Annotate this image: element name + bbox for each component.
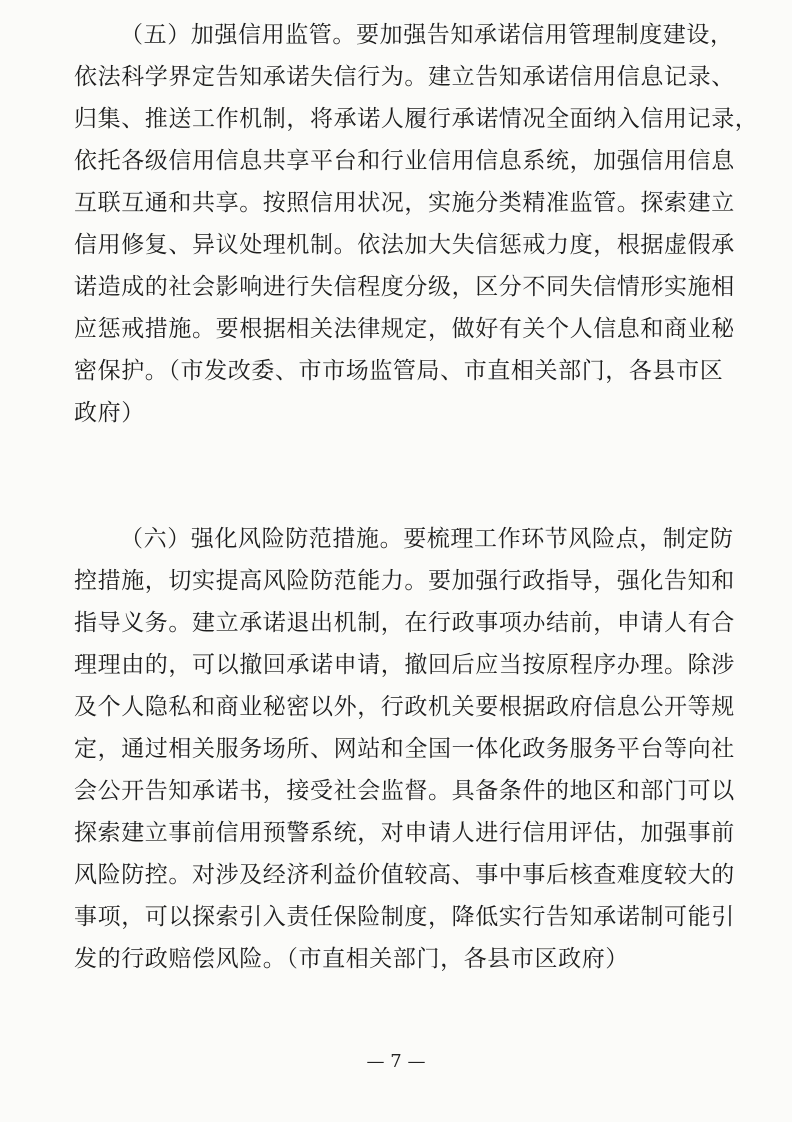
text-line: 诺造成的社会影响进行失信程度分级，区分不同失信情形实施相 [74,274,735,300]
paragraph-credit-supervision [74,14,759,434]
text-line: 信用修复、异议处理机制。依法加大失信惩戒力度，根据虚假承 [74,232,735,258]
page-number: — 7 — [366,1051,426,1072]
text-line: 及个人隐私和商业秘密以外，行政机关要根据政府信息公开等规 [74,694,735,720]
text-line: 密保护。（市发改委、市市场监管局、市直相关部门，各县市区 [74,358,724,384]
text-line: 定，通过相关服务场所、网站和全国一体化政务服务平台等向社 [74,736,735,762]
text-line: 理理由的，可以撤回承诺申请，撤回后应当按原程序办理。除涉 [74,652,735,678]
text-line: 互联互通和共享。按照信用状况，实施分类精准监管。探索建立 [74,190,735,216]
text-line: 依托各级信用信息共享平台和行业信用信息系统，加强信用信息 [74,148,735,174]
text-line: 应惩戒措施。要根据相关法律规定，做好有关个人信息和商业秘 [74,316,735,342]
paragraph-risk-prevention [74,518,735,980]
text-line: 探索建立事前信用预警系统，对申请人进行信用评估，加强事前 [74,820,735,846]
text-line: （五）加强信用监管。要加强告知承诺信用管理制度建设， [120,22,734,48]
text-line: 风险防控。对涉及经济利益价值较高、事中事后核查难度较大的 [74,862,735,888]
text-line: 政府） [74,400,145,426]
text-line: 指导义务。建立承诺退出机制，在行政事项办结前，申请人有合 [74,610,735,636]
text-line: 发的行政赔偿风险。（市直相关部门，各县市区政府） [74,946,629,972]
text-line: 事项，可以探索引入责任保险制度，降低实行告知承诺制可能引 [74,904,735,930]
text-line: 归集、推送工作机制，将承诺人履行承诺情况全面纳入信用记录， [74,106,759,132]
text-line: 依法科学界定告知承诺失信行为。建立告知承诺信用信息记录、 [74,64,735,90]
text-line: （六）强化风险防范措施。要梳理工作环节风险点，制定防 [120,526,734,552]
text-line: 会公开告知承诺书，接受社会监督。具备条件的地区和部门可以 [74,778,735,804]
text-line: 控措施，切实提高风险防范能力。要加强行政指导，强化告知和 [74,568,735,594]
